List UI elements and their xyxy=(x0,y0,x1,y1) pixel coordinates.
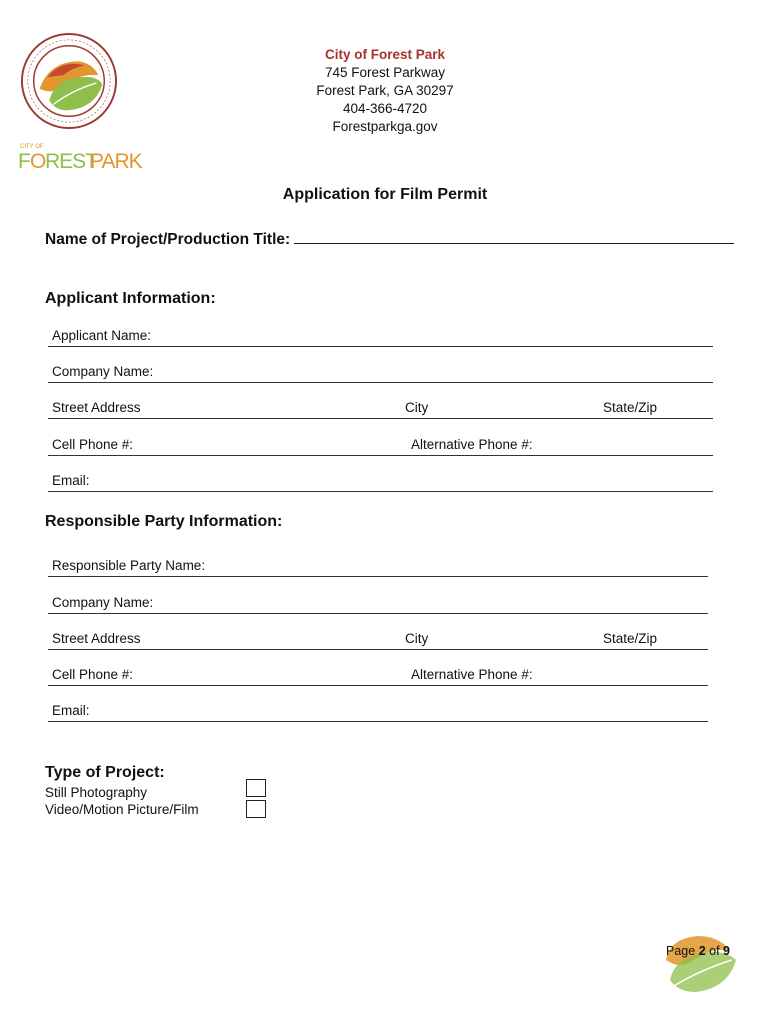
responsible-company-label: Company Name: xyxy=(52,595,154,610)
video-film-checkbox[interactable] xyxy=(246,800,266,818)
applicant-company-field[interactable] xyxy=(48,364,713,383)
responsible-address-field[interactable] xyxy=(48,631,708,650)
responsible-email-field[interactable] xyxy=(48,703,708,722)
applicant-name-label: Applicant Name: xyxy=(52,328,152,343)
org-name: City of Forest Park xyxy=(324,47,446,62)
leaf-page-badge-icon xyxy=(660,930,738,994)
applicant-city-label: City xyxy=(405,400,429,415)
address-line-2: Forest Park, GA 30297 xyxy=(316,83,454,98)
page-total: 9 xyxy=(723,944,730,958)
svg-text:O: O xyxy=(30,150,46,173)
responsible-statezip-label: State/Zip xyxy=(603,631,658,646)
responsible-street-label: Street Address xyxy=(52,631,141,646)
document-title: Application for Film Permit xyxy=(282,186,488,203)
letterhead-address xyxy=(300,46,470,136)
svg-text:F: F xyxy=(18,150,30,173)
option-still-photography-label: Still Photography xyxy=(45,785,148,800)
website: Forestparkga.gov xyxy=(332,119,438,134)
applicant-company-label: Company Name: xyxy=(52,364,154,379)
applicant-name-field[interactable] xyxy=(48,328,713,347)
forest-park-wordmark-logo xyxy=(18,140,142,173)
applicant-street-label: Street Address xyxy=(52,400,141,415)
applicant-email-field[interactable] xyxy=(48,473,713,492)
responsible-name-label: Responsible Party Name: xyxy=(52,558,206,573)
address-line-1: 745 Forest Parkway xyxy=(324,65,446,80)
applicant-email-label: Email: xyxy=(52,473,90,488)
page-current: 2 xyxy=(698,944,706,958)
project-title-label: Name of Project/Production Title: xyxy=(45,231,291,248)
still-photography-checkbox[interactable] xyxy=(246,779,266,797)
responsible-cell-label: Cell Phone #: xyxy=(52,667,134,682)
applicant-phone-field[interactable] xyxy=(48,437,713,456)
project-title-field[interactable] xyxy=(45,229,734,249)
svg-text:CITY OF: CITY OF xyxy=(20,144,44,150)
page-number xyxy=(666,944,730,958)
city-seal-logo xyxy=(20,32,118,130)
page-prefix: Page xyxy=(666,944,696,958)
responsible-alt-phone-label: Alternative Phone #: xyxy=(411,667,533,682)
svg-text:REST: REST xyxy=(45,150,98,173)
responsible-name-field[interactable] xyxy=(48,558,708,577)
phone-number: 404-366-4720 xyxy=(342,101,428,116)
applicant-heading: Applicant Information: xyxy=(45,290,216,307)
responsible-heading: Responsible Party Information: xyxy=(45,513,283,530)
applicant-cell-label: Cell Phone #: xyxy=(52,437,134,452)
project-type-heading: Type of Project: xyxy=(45,764,165,781)
svg-text:PARK: PARK xyxy=(90,150,142,173)
option-video-film-label: Video/Motion Picture/Film xyxy=(45,802,199,817)
responsible-company-field[interactable] xyxy=(48,595,708,614)
project-title-blank[interactable] xyxy=(294,229,734,244)
responsible-city-label: City xyxy=(405,631,429,646)
page-of: of xyxy=(709,944,720,958)
responsible-email-label: Email: xyxy=(52,703,90,718)
responsible-phone-field[interactable] xyxy=(48,667,708,686)
applicant-alt-phone-label: Alternative Phone #: xyxy=(411,437,533,452)
applicant-address-field[interactable] xyxy=(48,400,713,419)
applicant-statezip-label: State/Zip xyxy=(603,400,658,415)
